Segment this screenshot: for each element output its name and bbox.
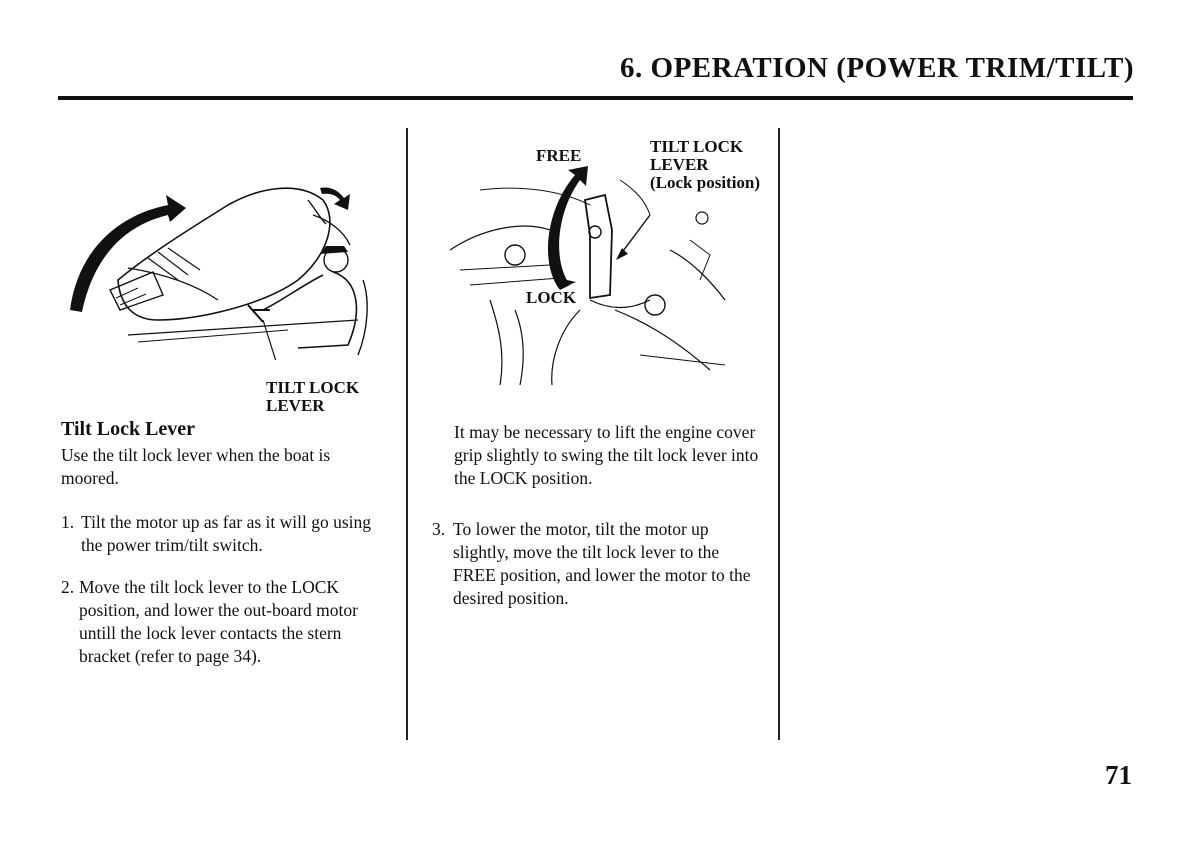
tilt-lock-lever-label: TILT LOCK LEVER — [266, 378, 360, 415]
step-text: To lower the motor, tilt the motor up slightly, move the tilt lock lever to the FREE position, and lower the motor to the desired position. — [453, 519, 751, 608]
step-number: 2. — [61, 577, 75, 597]
free-label: FREE — [536, 146, 582, 165]
middle-paragraph: It may be necessary to lift the engine cover grip slightly to swing the tilt lock lever into the LOCK position. — [454, 422, 759, 488]
step-text: Tilt the motor up as far as it will go using the power trim/tilt switch. — [81, 512, 372, 555]
intro-paragraph: Use the tilt lock lever when the boat is moored. — [61, 445, 331, 488]
lever-closeup-illustration — [440, 160, 740, 390]
column-divider-right — [778, 128, 780, 740]
motor-tilt-illustration — [58, 160, 378, 360]
step-3 — [432, 518, 752, 610]
step-number: 1. — [61, 512, 75, 532]
step-text: Move the tilt lock lever to the LOCK position, and lower the out-board motor untill the lock lever contacts the stern bracket (refer to page 34). — [79, 577, 358, 666]
page-number: 71 — [1105, 760, 1132, 790]
step-number: 3. — [432, 519, 446, 539]
step-2 — [61, 576, 371, 668]
step-1 — [61, 511, 391, 557]
column-divider-left — [406, 128, 408, 740]
lock-label: LOCK — [526, 288, 577, 307]
section-heading: Tilt Lock Lever — [61, 418, 196, 440]
page-title: 6. OPERATION (POWER TRIM/TILT) — [620, 52, 1134, 84]
tilt-lock-lever-lock-position-label: TILT LOCK LEVER (Lock position) — [650, 137, 761, 192]
header-rule — [58, 96, 1133, 100]
